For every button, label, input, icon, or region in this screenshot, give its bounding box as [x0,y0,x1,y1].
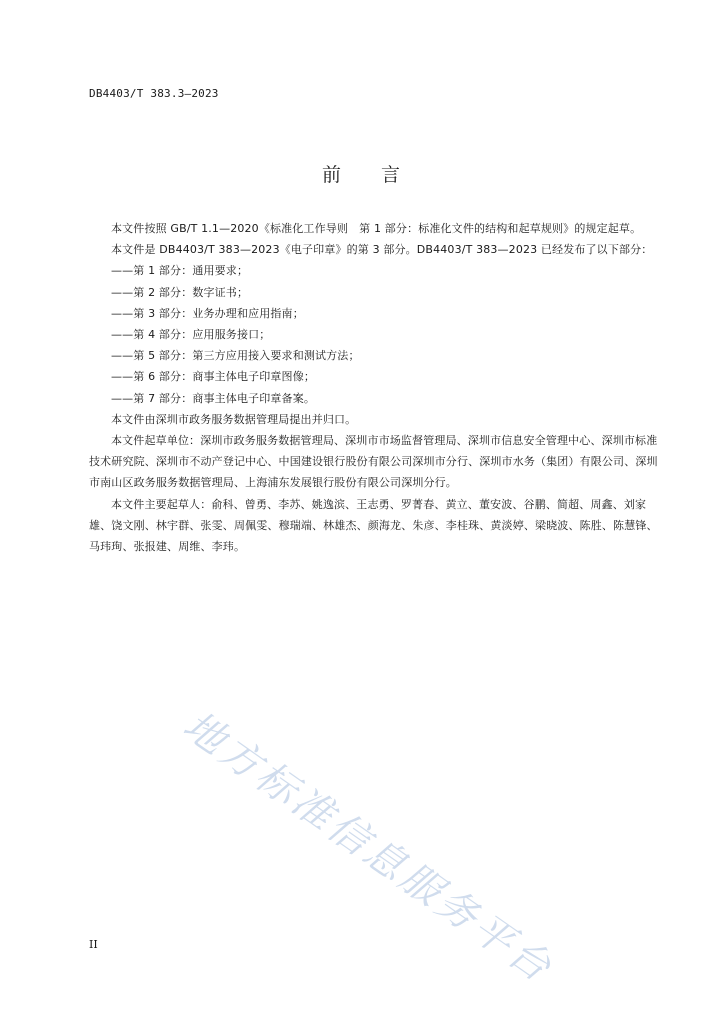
paragraph-series-info: 本文件是 DB4403/T 383—2023《电子印章》的第 3 部分。DB4403/T 383—2023 已经发布了以下部分： [111,243,653,257]
paragraph-drafters: 本文件主要起草人：俞科、曾勇、李苏、姚逸滨、王志勇、罗菁春、黄立、董安波、谷鹏、简超、周鑫、刘家雄、饶文刚、林宇群、张雯、周佩雯、穆瑞端、林雄杰、颜海龙、朱彦、李桂珠、黄淡婷、梁晓波、陈胜、陈慧锋、马玮珣、张报建、周维、李玮。 [89,497,658,554]
list-item: ——第 3 部分：业务办理和应用指南； [111,306,304,320]
paragraph-drafting-basis: 本文件按照 GB/T 1.1—2020《标准化工作导则 第 1 部分：标准化文件的结构和起草规则》的规定起草。 [111,222,642,235]
paragraph-drafting-units: 本文件起草单位：深圳市政务服务数据管理局、深圳市市场监督管理局、深圳市信息安全管理中心、深圳市标准技术研究院、深圳市不动产登记中心、中国建设银行股份有限公司深圳市分行、深圳市水务（集团）有限公司、深圳市南山区政务服务数据管理局、上海浦东发展银行股份有限公司深圳分行。 [89,434,658,490]
page-title [0,160,724,187]
watermark: 地方标准信息服务平台 [174,702,562,993]
list-item: ——第 4 部分：应用服务接口； [111,328,271,342]
list-item: ——第 7 部分：商事主体电子印章备案。 [111,391,315,405]
title-part-1: 前 [321,164,343,186]
list-item: ——第 2 部分：数字证书； [111,285,249,299]
paragraph-proposer: 本文件由深圳市政务服务数据管理局提出并归口。 [111,412,357,426]
list-item: ——第 1 部分：通用要求； [111,264,249,278]
page-number: II [89,938,98,951]
list-item: ——第 5 部分：第三方应用接入要求和测试方法； [111,349,360,363]
document-code: DB4403/T 383.3—2023 [89,87,219,100]
title-part-2: 言 [381,164,403,186]
list-item: ——第 6 部分：商事主体电子印章图像； [111,370,315,384]
preface-body [89,218,661,557]
